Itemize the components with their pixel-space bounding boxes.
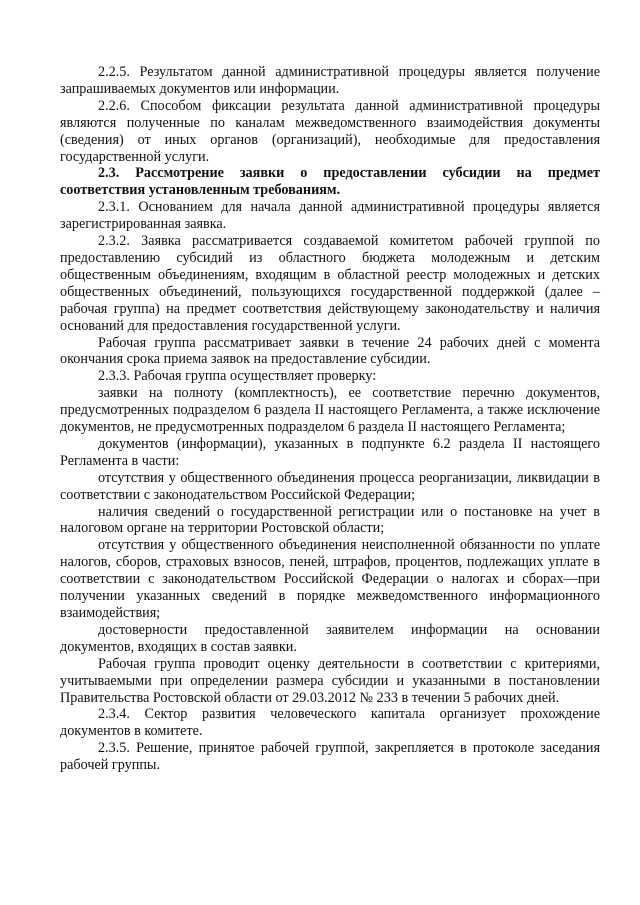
list-item-no-reorganization: отсутствия у общественного объединения процесса реорганизации, ликвидации в соответствии с законодательством Российской Федерации; [60,469,600,503]
list-item-documents: документов (информации), указанных в подпункте 6.2 раздела II настоящего Регламента в части: [60,435,600,469]
paragraph-evaluation: Рабочая группа проводит оценку деятельности в соответствии с критериями, учитываемыми при определении размера субсидии и указанными в постановлении Правительства Ростовской области от 29.03.2012 № 233 в течении 5 рабочих дней. [60,655,600,706]
paragraph-2-3-5: 2.3.5. Решение, принятое рабочей группой, закрепляется в протоколе заседания рабочей группы. [60,740,600,774]
paragraph-2-3-4: 2.3.4. Сектор развития человеческого капитала организует прохождение документов в комитете. [60,706,600,740]
section-heading-2-3: 2.3. Рассмотрение заявки о предоставлении субсидии на предмет соответствия установленным требованиям. [60,165,600,199]
paragraph-2-3-1: 2.3.1. Основанием для начала данной административной процедуры является зарегистрированная заявка. [60,199,600,233]
paragraph-review-period: Рабочая группа рассматривает заявки в течение 24 рабочих дней с момента окончания срока приема заявок на предоставление субсидии. [60,334,600,368]
paragraph-2-2-6: 2.2.6. Способом фиксации результата данной административной процедуры являются полученные по каналам межведомственного взаимодействия документы (сведения) от иных органов (организаций), необходимые для предоставления государственной услуги. [60,97,600,165]
paragraph-2-3-3: 2.3.3. Рабочая группа осуществляет проверку: [98,368,377,385]
paragraph-2-2-5: 2.2.5. Результатом данной административной процедуры является получение запрашиваемых документов или информации. [60,64,600,97]
list-item-reliability: достоверности предоставленной заявителем информации на основании документов, входящих в состав заявки. [60,621,600,655]
list-item-completeness: заявки на полноту (комплектность), ее соответствие перечню документов, предусмотренных подразделом 6 раздела II настоящего Регламента, а также исключение документов, не предусмотренных подразделом 6 раздела II настоящего Регламента; [60,385,600,436]
list-item-registration: наличия сведений о государственной регистрации или о постановке на учет в налоговом органе на территории Ростовской области; [60,503,600,537]
paragraph-2-3-2: 2.3.2. Заявка рассматривается создаваемой комитетом рабочей группой по предоставлению субсидий из областного бюджета молодежным и детским общественным объединениям, входящим в областной реестр молодежных и детских общественных объединений, пользующихся государственной поддержкой (далее – рабочая группа) на предмет соответствия действующему законодательству и наличия оснований для предоставления государственной услуги. [60,233,600,334]
list-item-no-tax-debt: отсутствия у общественного объединения неисполненной обязанности по уплате налогов, сборов, страховых взносов, пеней, штрафов, процентов, подлежащих уплате в соответствии с законодательством Российской Федерации о налогах и сборах—при получении указанных сведений в порядке межведомственного информационного взаимодействия; [60,537,600,621]
